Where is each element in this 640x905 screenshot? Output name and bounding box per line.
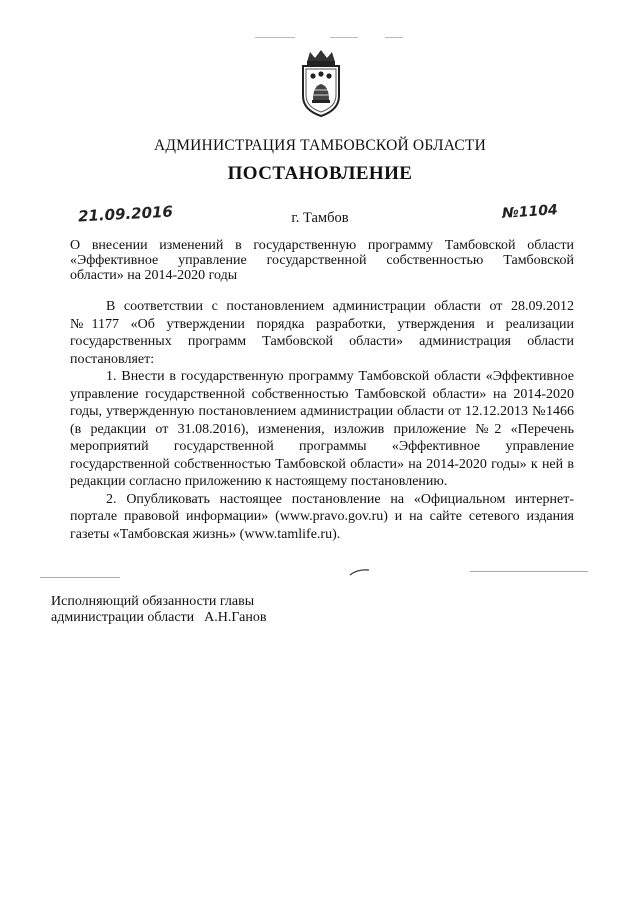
subject-line: области» на 2014-2020 годы bbox=[70, 268, 238, 283]
scan-line bbox=[470, 571, 588, 572]
document-type-title: ПОСТАНОВЛЕНИЕ bbox=[227, 163, 413, 184]
item-1-paragraph: 1. Внести в государственную программу Тамбовской области «Эффективное управление государственной собственностью Тамбовской области» на 2014-2020 годы, утвержденную постановлением администрации области от 12.12.2013 №1466 (в редакции от 31.08.2016), изменения, изложив приложение №2 «Перечень мероприятий государственной программы «Эффективное управление государственной собственностью Тамбовской области» на 2014-2020 годы» к ней в редакции согласно приложению к настоящему постановлению. bbox=[70, 369, 574, 489]
signatory-name: А.Н.Ганов bbox=[204, 610, 267, 625]
signature-block bbox=[51, 594, 266, 626]
subject-line: О внесении изменений в государственную программу Тамбовской области bbox=[70, 238, 574, 253]
item-2-paragraph: 2. Опубликовать настоящее постановление на «Официальном интернет-портале правовой информации» (www.pravo.gov.ru) и на сайте сетевого издания газеты «Тамбовская жизнь» (www.tamlife.ru). bbox=[70, 491, 574, 542]
scan-mark bbox=[385, 37, 403, 38]
document-body bbox=[70, 298, 574, 543]
signatory-position-line2: администрации области bbox=[51, 610, 195, 625]
handwritten-date: 21.09.2016 bbox=[77, 202, 174, 226]
subject-line: «Эффективное управление государственной собственностью Тамбовской bbox=[70, 253, 574, 268]
handwritten-number: №1104 bbox=[501, 202, 559, 222]
organization-name: АДМИНИСТРАЦИЯ ТАМБОВСКОЙ ОБЛАСТИ bbox=[154, 137, 486, 154]
signature-stroke bbox=[349, 567, 371, 577]
signatory-position-line1: Исполняющий обязанности главы bbox=[51, 594, 255, 609]
scan-mark bbox=[255, 37, 295, 38]
scan-line bbox=[40, 577, 120, 578]
preamble-paragraph: В соответствии с постановлением администрации области от 28.09.2012 №1177 «Об утверждении порядка разработки, утверждения и реализации государственных программ Тамбовской области» администрация области постановляет: bbox=[70, 299, 574, 367]
coat-of-arms-emblem bbox=[298, 48, 344, 118]
city-label: г. Тамбов bbox=[291, 210, 349, 226]
document-subject bbox=[70, 238, 574, 283]
scan-mark bbox=[330, 37, 358, 38]
